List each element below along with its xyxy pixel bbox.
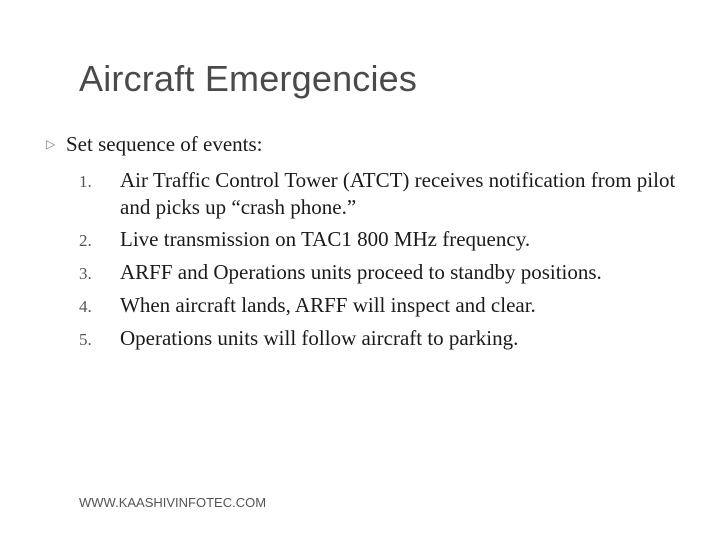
footer-website: WWW.KAASHIVINFOTEC.COM	[79, 495, 267, 510]
list-item	[79, 167, 709, 221]
list-item	[79, 325, 709, 353]
item-text: When aircraft lands, ARFF will inspect and clear.	[120, 293, 536, 317]
item-number: 2.	[79, 231, 92, 250]
lead-text: Set sequence of events:	[66, 132, 263, 156]
list-item	[79, 259, 709, 287]
bullet-arrow-icon: ▷	[46, 137, 56, 151]
lead-bullet-item	[46, 132, 263, 157]
list-item	[79, 226, 709, 254]
item-text: Operations units will follow aircraft to parking.	[120, 326, 519, 350]
slide-title: Aircraft Emergencies	[79, 58, 418, 99]
item-text: Live transmission on TAC1 800 MHz frequency.	[120, 227, 531, 251]
item-text: ARFF and Operations units proceed to standby positions.	[120, 260, 602, 284]
item-number: 4.	[79, 297, 92, 316]
item-number: 1.	[79, 172, 92, 191]
item-number: 5.	[79, 330, 92, 349]
events-list	[79, 167, 709, 358]
list-item	[79, 292, 709, 320]
item-text: Air Traffic Control Tower (ATCT) receives notification from pilot and picks up “crash phone.”	[120, 168, 676, 219]
item-number: 3.	[79, 264, 92, 283]
